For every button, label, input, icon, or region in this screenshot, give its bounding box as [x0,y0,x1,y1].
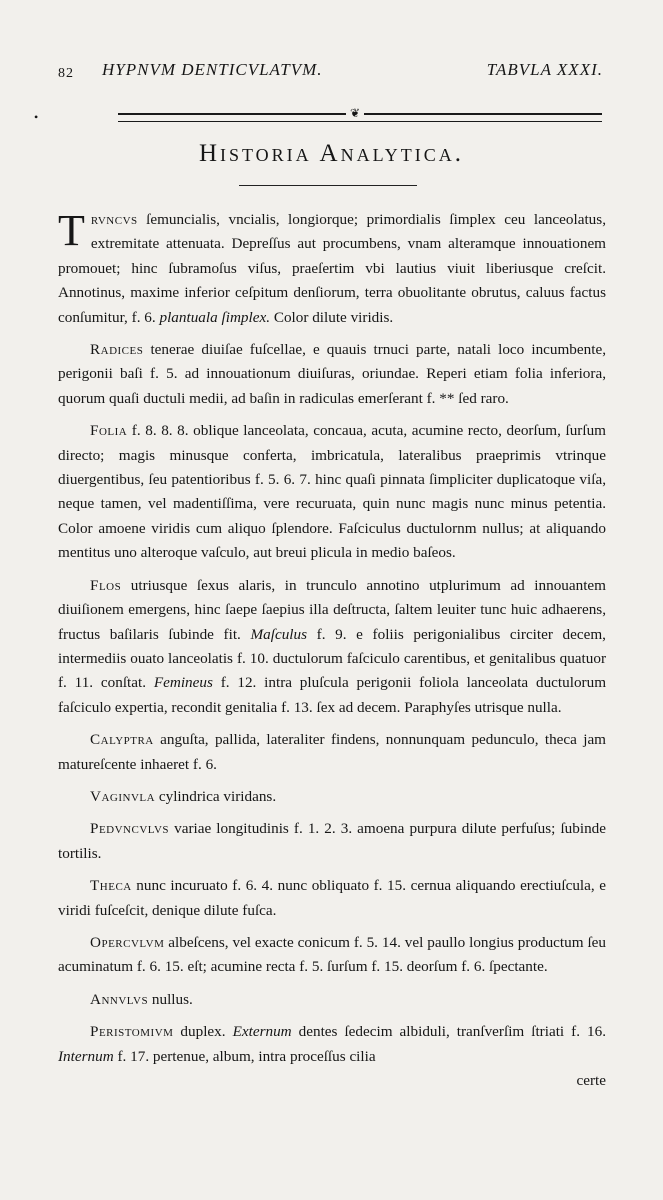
paragraph-text-2: f. 9. e foliis perigonialibus circiter decem, intermediis ouato lanceolatis f. 10. ductulorum faſciculo carentibus, et genitalibus quatuor f. 11. conſtat. [58,625,606,692]
paragraph-lead: rvncvs [90,211,138,228]
paragraph-lead: Vaginvla [90,787,156,805]
italic-term: plantuala ſimplex. [159,308,271,326]
paragraph-text: nullus. [148,990,193,1008]
paragraph-lead: Annvlvs [90,990,149,1008]
paragraph-flos [58,574,606,720]
paragraph-text: variae longitudinis f. 1. 2. 3. amoena purpura dilute perfuſus; ſubinde tortilis. [58,820,606,862]
paragraph-lead: Theca [90,877,132,895]
paragraph-theca [58,874,606,923]
italic-term-2: Internum [58,1047,114,1065]
italic-term: Maſculus [250,625,308,643]
paragraph-lead: Radices [90,341,144,359]
paragraph-peristomium [58,1020,606,1069]
text-body [58,208,606,1093]
paragraph-text: duplex. [173,1023,233,1041]
page-number: 82 [58,66,74,81]
margin-dot: • [34,110,39,124]
paragraph-text: tenerae diuiſae fuſcellae, e quauis trnuci parte, natali loco incumbente, perigonii baſi f. 5. ad innouationum diuiſuras, oriundae. Reperi etiam folia inferiora, quorum quaſi ductuli medii, ad baſin in radiculas emerſerant f. ** ſed raro. [58,341,606,407]
paragraph-lead: Pedvncvlvs [90,820,170,838]
catchword: certe [576,1072,606,1089]
running-title: HYPNVM DENTICVLATVM. [102,60,323,79]
paragraph-lead: Peristomivm [90,1023,174,1041]
paragraph-text-2: dentes ſedecim albiduli, tranſverſim ſtriati f. 16. [291,1023,607,1041]
plate-reference: TABVLA XXXI. [486,60,603,79]
paragraph-text: anguſta, pallida, lateraliter findens, nonnunquam pedunculo, theca jam matureſcente inhaeret f. 6. [58,731,606,773]
paragraph-lead: Calyptra [90,731,154,749]
paragraph-lead: Folia [90,422,128,440]
paragraph-text: ſemuncialis, vncialis, longiorque; primordialis ſimplex ceu lanceolatus, extremitate attenuata. Depreſſus aut procumbens, vnam alteramque innouationem promouet; hinc ſubramoſus viſus, praeſertim vbi lautius viuit liberiusque creſcit. Annotinus, maxime inferior ceſpitum denſiorum, terra obuolitante obrutus, caluus factus conſumitur, f. 6. [58,211,606,326]
paragraph-operculum [58,931,606,980]
paragraph-annulus [58,988,606,1012]
paragraph-calyptra [58,728,606,777]
paragraph-tail: Color dilute viridis. [270,308,394,326]
paragraph-vaginula [58,785,606,809]
paragraph-text: albeſcens, vel exacte conicum f. 5. 14. vel paullo longius productum ſeu acuminatum f. 6. 15. eſt; acumine recta f. 5. ſurſum f. 15. deorſum f. 6. ſpectante. [58,933,606,976]
paragraph-text: f. 8. 8. 8. oblique lanceolata, concaua, acuta, acumine recto, deorſum, ſurſum directo; magis minusque conferta, imbricatula, lateralibus praeprimis vtrinque diuergentibus, ſeu patentioribus f. 5. 6. 7. hinc quaſi pinnata ſimpliciter duplicatoque viſa, neque tamen, vel madentiſſima, vere recuruata, quin nunc magis nunc minus petentia. Color amoene viridis cum aliquo ſplendore. Faſciculus ductulornm nullus; at aliquando mentitus uno alteroque vaſculo, aut breui plicula in medio baſeos. [58,422,606,562]
paragraph-tail: f. 17. pertenue, album, intra proceſſus cilia [113,1047,376,1065]
paragraph-tail: f. 12. intra pluſcula perigonii foliola lanceolata ductulorum faſciculo expertia, recondit genitalia f. 13. ſex ad decem. Paraphyſes utrisque nulla. [58,674,607,716]
paragraph-pedunculus [58,817,606,866]
paragraph-lead: Opercvlvm [90,933,165,951]
paragraph-text: nunc incuruato f. 6. 4. nunc obliquato f. 15. cernua aliquando erectiuſcula, e viridi fuſceſcit, denique dilute fuſca. [58,877,606,919]
running-header [58,60,603,88]
italic-term-2: Femineus [153,674,213,692]
paragraph-text: utriusque ſexus alaris, in trunculo annotino utplurimum ad innouantem diuiſionem emergens, hinc ſaepe ſaepius illa deſtructa, ſaltem leuiter tunc huic adhaerens, fructus baſilaris ſubinde fit. [58,576,606,643]
drop-capital: T [58,206,85,255]
paragraph-radices [58,338,606,411]
section-heading: Historia Analytica. [198,140,465,167]
italic-term: Externum [232,1023,292,1041]
paragraph-folia [58,419,606,565]
rule-ornament-icon: ❦ [346,106,364,121]
heading-rule [239,185,417,186]
paragraph-truncus [58,208,606,330]
paragraph-text: cylindrica viridans. [155,787,277,805]
paragraph-lead: Flos [90,576,122,594]
